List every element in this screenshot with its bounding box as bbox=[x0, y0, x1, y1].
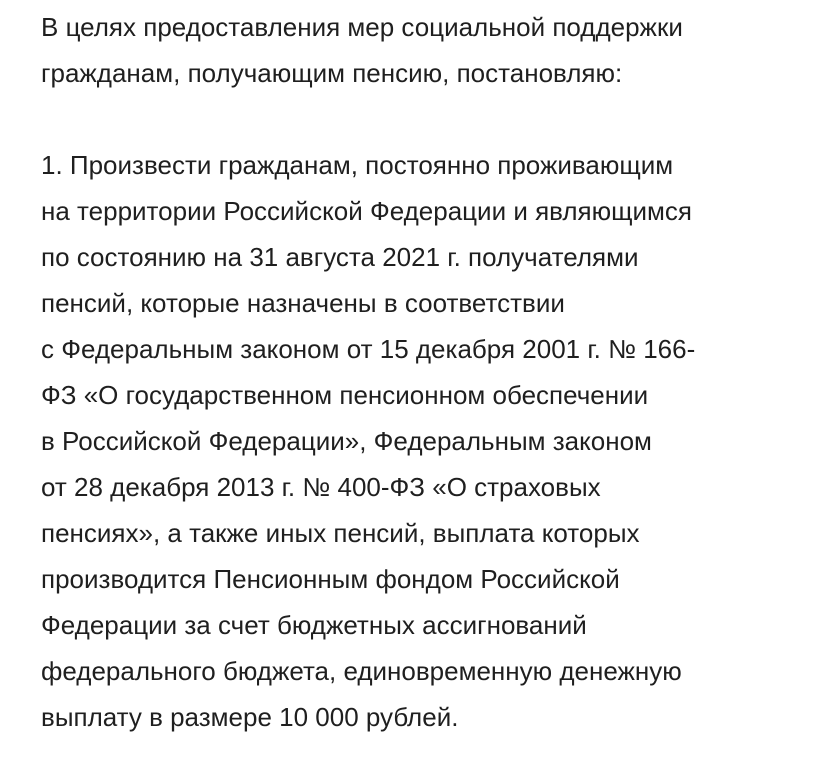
text-line: 1. Произвести гражданам, постоянно проживающим bbox=[41, 150, 674, 180]
text-line: в Российской Федерации», Федеральным законом bbox=[41, 426, 652, 456]
paragraph-gap bbox=[41, 96, 821, 142]
text-line: пенсиях», а также иных пенсий, выплата которых bbox=[41, 518, 640, 548]
text-line: от 28 декабря 2013 г. № 400-ФЗ «О страховых bbox=[41, 472, 601, 502]
intro-paragraph bbox=[41, 4, 821, 96]
text-line: Федерации за счет бюджетных ассигнований bbox=[41, 610, 587, 640]
text-line: ФЗ «О государственном пенсионном обеспечении bbox=[41, 380, 649, 410]
text-line: по состоянию на 31 августа 2021 г. получателями bbox=[41, 242, 639, 272]
document-body bbox=[41, 4, 821, 740]
text-line: производится Пенсионным фондом Российской bbox=[41, 564, 620, 594]
text-line: на территории Российской Федерации и являющимся bbox=[41, 196, 692, 226]
item-1-paragraph bbox=[41, 142, 821, 740]
text-line: В целях предоставления мер социальной поддержки bbox=[41, 12, 683, 42]
text-line: пенсий, которые назначены в соответствии bbox=[41, 288, 565, 318]
text-line: гражданам, получающим пенсию, постановляю: bbox=[41, 58, 623, 88]
text-line: выплату в размере 10 000 рублей. bbox=[41, 702, 459, 732]
text-line: с Федеральным законом от 15 декабря 2001 г. № 166- bbox=[41, 334, 696, 364]
text-line: федерального бюджета, единовременную денежную bbox=[41, 656, 682, 686]
